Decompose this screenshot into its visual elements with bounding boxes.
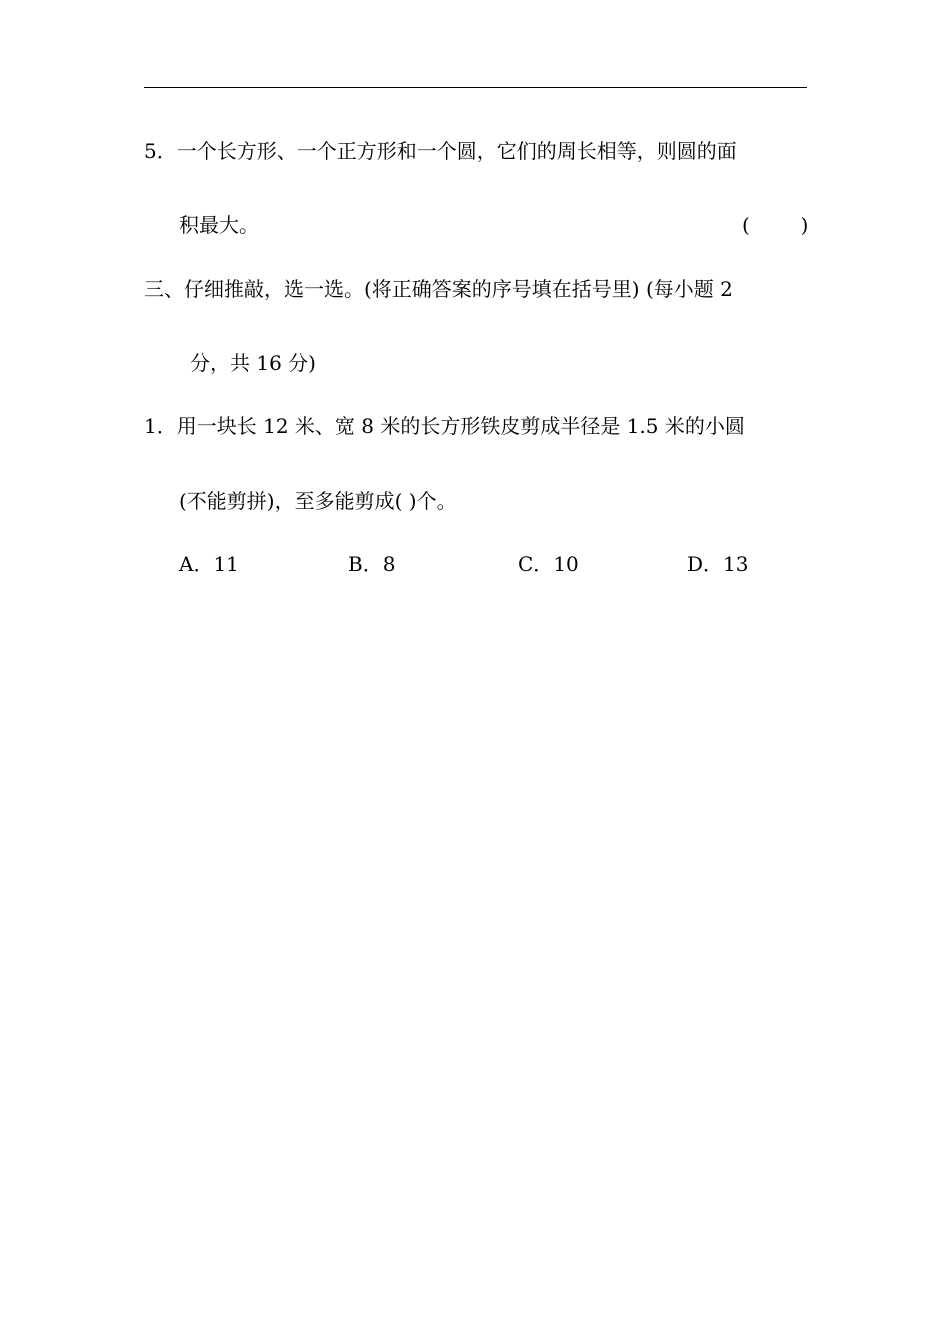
q1-option-b-label: B． [348, 552, 383, 576]
q1-option-a-value: 11 [213, 552, 239, 576]
q1-option-d-value: 13 [723, 552, 749, 576]
q1-option-c[interactable] [518, 550, 579, 578]
section3-heading-line-2: 分，共 16 分) [190, 351, 316, 375]
q5-line-1 [144, 137, 737, 165]
header-rule [144, 87, 807, 88]
q5-number: 5． [144, 139, 177, 163]
q5-text-line-2: 积最大。 [179, 213, 259, 237]
q1-option-a-label: A． [179, 552, 214, 576]
q1-option-c-label: C． [518, 552, 554, 576]
q5-text-line-1: 一个长方形、一个正方形和一个圆，它们的周长相等，则圆的面 [176, 139, 737, 163]
q1-number: 1． [144, 414, 177, 438]
section3-heading-line-1: 三、仔细推敲，选一选。(将正确答案的序号填在括号里) (每小题 2 [144, 277, 733, 301]
q1-option-b-value: 8 [382, 552, 396, 576]
q1-option-d[interactable] [687, 550, 749, 578]
q1-option-b[interactable] [348, 550, 395, 578]
q1-line-1 [144, 412, 745, 440]
q5-answer-bracket[interactable]: ( ) [742, 213, 809, 237]
q1-option-a[interactable] [179, 550, 239, 578]
q1-option-c-value: 10 [553, 552, 579, 576]
q1-option-d-label: D． [687, 552, 724, 576]
q1-text-line-1: 用一块长 12 米、宽 8 米的长方形铁皮剪成半径是 1.5 米的小圆 [176, 414, 745, 438]
q1-text-line-2: (不能剪拼)，至多能剪成( )个。 [179, 489, 457, 513]
